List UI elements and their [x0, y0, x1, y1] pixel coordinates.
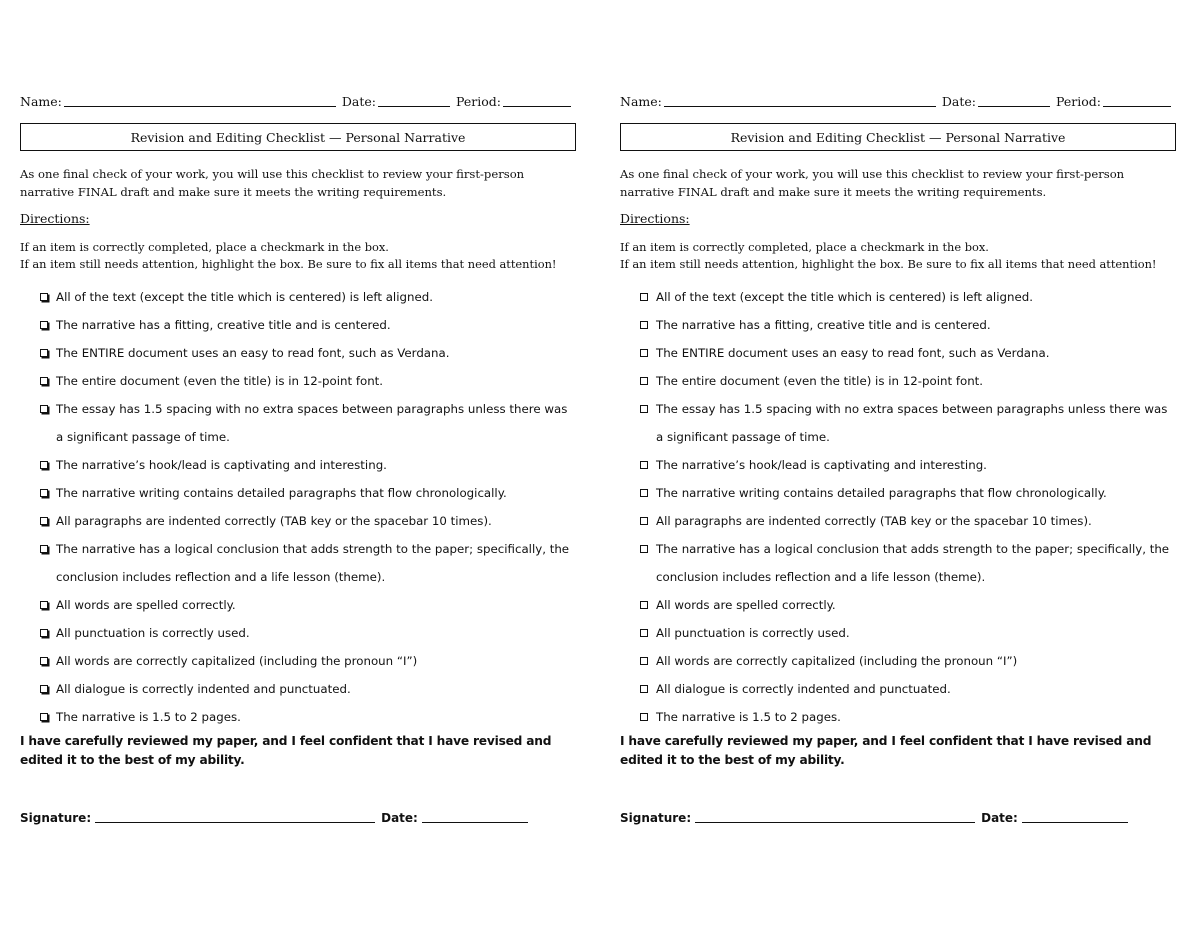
- checklist-item: [20, 535, 576, 591]
- date-label: Date:: [341, 94, 376, 109]
- period-label: Period:: [1055, 94, 1101, 109]
- checklist-item: [620, 647, 1176, 675]
- checkbox[interactable]: [640, 377, 648, 385]
- checkbox[interactable]: [40, 629, 48, 637]
- intro-text: As one final check of your work, you will use this checklist to review your first-person narrative FINAL draft and make sure it meets the writing requirements.: [620, 167, 1125, 199]
- checklist-item: [620, 535, 1176, 591]
- student-info-header: [620, 92, 1172, 109]
- checkbox[interactable]: [640, 713, 648, 721]
- checklist-item-text: The ENTIRE document uses an easy to read font, such as Verdana.: [56, 346, 450, 360]
- pledge-statement: I have carefully reviewed my paper, and I feel confident that I have revised and edited it to the best of my ability.: [20, 734, 552, 767]
- student-info-header: [20, 92, 572, 109]
- directions-line: If an item still needs attention, highlight the box. Be sure to fix all items that need attention!: [20, 257, 557, 271]
- checklist-item-text: The narrative’s hook/lead is captivating and interesting.: [656, 458, 987, 472]
- checklist-item-text: All words are spelled correctly.: [56, 598, 236, 612]
- checklist-item: [620, 451, 1176, 479]
- checklist-item: [620, 675, 1176, 703]
- checkbox[interactable]: [40, 517, 48, 525]
- signature-blank[interactable]: [695, 808, 975, 823]
- checklist-item-text: The narrative has a logical conclusion that adds strength to the paper; specifically, the conclusion includes reflection and a life lesson (theme).: [56, 542, 570, 584]
- checklist-item-text: All words are correctly capitalized (including the pronoun “I”): [56, 654, 418, 668]
- checklist-item-text: All punctuation is correctly used.: [656, 626, 850, 640]
- checkbox[interactable]: [40, 405, 48, 413]
- signature-row: [620, 808, 1176, 825]
- date-blank[interactable]: [978, 92, 1050, 107]
- checkbox[interactable]: [40, 349, 48, 357]
- signature-date-label: Date:: [381, 811, 418, 825]
- checklist-item-text: All paragraphs are indented correctly (TAB key or the spacebar 10 times).: [56, 514, 492, 528]
- signature-blank[interactable]: [95, 808, 375, 823]
- checkbox[interactable]: [640, 405, 648, 413]
- checklist-item: [620, 311, 1176, 339]
- checkbox[interactable]: [640, 321, 648, 329]
- checklist-item-text: The narrative is 1.5 to 2 pages.: [656, 710, 841, 724]
- checklist: [20, 283, 576, 731]
- checklist-item: [620, 507, 1176, 535]
- checkbox[interactable]: [640, 657, 648, 665]
- checklist-item-text: All dialogue is correctly indented and punctuated.: [56, 682, 351, 696]
- checklist-item-text: The entire document (even the title) is in 12-point font.: [656, 374, 984, 388]
- name-label: Name:: [20, 94, 62, 109]
- directions-line: If an item still needs attention, highlight the box. Be sure to fix all items that need attention!: [620, 257, 1157, 271]
- checklist-title: Revision and Editing Checklist — Personal Narrative: [20, 123, 576, 151]
- checklist-item-text: The narrative writing contains detailed paragraphs that flow chronologically.: [56, 486, 507, 500]
- checklist-item: [20, 339, 576, 367]
- checklist-item: [620, 703, 1176, 731]
- checkbox[interactable]: [640, 489, 648, 497]
- checkbox[interactable]: [40, 377, 48, 385]
- directions-line: If an item is correctly completed, place a checkmark in the box.: [20, 240, 389, 254]
- checklist-item-text: The narrative’s hook/lead is captivating and interesting.: [56, 458, 387, 472]
- period-blank[interactable]: [503, 92, 571, 107]
- signature-row: [20, 808, 576, 825]
- date-label: Date:: [941, 94, 976, 109]
- checkbox[interactable]: [640, 545, 648, 553]
- checklist-item-text: The narrative writing contains detailed paragraphs that flow chronologically.: [656, 486, 1107, 500]
- checkbox[interactable]: [640, 629, 648, 637]
- pledge-statement: I have carefully reviewed my paper, and I feel confident that I have revised and edited it to the best of my ability.: [620, 734, 1152, 767]
- checklist-item: [20, 479, 576, 507]
- checklist-item-text: The narrative has a logical conclusion that adds strength to the paper; specifically, the conclusion includes reflection and a life lesson (theme).: [656, 542, 1170, 584]
- checkbox[interactable]: [40, 685, 48, 693]
- checklist-item: [20, 619, 576, 647]
- checklist-item: [620, 591, 1176, 619]
- checklist-title: Revision and Editing Checklist — Personal Narrative: [620, 123, 1176, 151]
- checklist-item-text: The essay has 1.5 spacing with no extra spaces between paragraphs unless there was a significant passage of time.: [56, 402, 568, 444]
- checklist-item: [620, 619, 1176, 647]
- checkbox[interactable]: [640, 293, 648, 301]
- checkbox[interactable]: [40, 461, 48, 469]
- checklist-item-text: All words are correctly capitalized (including the pronoun “I”): [656, 654, 1018, 668]
- signature-label: Signature:: [20, 811, 92, 825]
- checkbox[interactable]: [640, 685, 648, 693]
- signature-date-blank[interactable]: [1022, 808, 1128, 823]
- directions-text: [20, 239, 576, 273]
- directions-line: If an item is correctly completed, place a checkmark in the box.: [620, 240, 989, 254]
- checklist-item-text: The essay has 1.5 spacing with no extra spaces between paragraphs unless there was a significant passage of time.: [656, 402, 1168, 444]
- checklist-item: [20, 675, 576, 703]
- checkbox[interactable]: [640, 517, 648, 525]
- checklist-item: [620, 479, 1176, 507]
- period-blank[interactable]: [1103, 92, 1171, 107]
- checkbox[interactable]: [640, 349, 648, 357]
- checklist-item: [20, 451, 576, 479]
- checklist-item-text: All paragraphs are indented correctly (TAB key or the spacebar 10 times).: [656, 514, 1092, 528]
- intro-text: As one final check of your work, you will use this checklist to review your first-person narrative FINAL draft and make sure it meets the writing requirements.: [20, 167, 525, 199]
- directions-text: [620, 239, 1176, 273]
- checklist-item-text: All of the text (except the title which is centered) is left aligned.: [656, 290, 1033, 304]
- directions-heading: Directions:: [620, 211, 690, 226]
- checklist-item: [20, 647, 576, 675]
- signature-label: Signature:: [620, 811, 692, 825]
- name-blank[interactable]: [64, 92, 336, 107]
- checkbox[interactable]: [40, 293, 48, 301]
- date-blank[interactable]: [378, 92, 450, 107]
- checklist-item-text: The entire document (even the title) is in 12-point font.: [56, 374, 384, 388]
- checkbox[interactable]: [640, 461, 648, 469]
- checklist-item: [20, 591, 576, 619]
- checklist-item-text: The narrative is 1.5 to 2 pages.: [56, 710, 241, 724]
- checkbox[interactable]: [40, 601, 48, 609]
- signature-date-blank[interactable]: [422, 808, 528, 823]
- checklist: [620, 283, 1176, 731]
- checklist-item-text: The ENTIRE document uses an easy to read font, such as Verdana.: [656, 346, 1050, 360]
- checkbox[interactable]: [40, 321, 48, 329]
- checklist-item-text: All of the text (except the title which is centered) is left aligned.: [56, 290, 433, 304]
- checklist-item: [20, 367, 576, 395]
- checklist-item: [620, 339, 1176, 367]
- checklist-item-text: All dialogue is correctly indented and punctuated.: [656, 682, 951, 696]
- signature-date-label: Date:: [981, 811, 1018, 825]
- checklist-item: [20, 507, 576, 535]
- checklist-item: [20, 311, 576, 339]
- checklist-item-text: All punctuation is correctly used.: [56, 626, 250, 640]
- checklist-item: [620, 395, 1176, 451]
- checklist-item: [20, 283, 576, 311]
- checklist-item: [20, 703, 576, 731]
- directions-heading: Directions:: [20, 211, 90, 226]
- checkbox[interactable]: [40, 657, 48, 665]
- checkbox[interactable]: [40, 489, 48, 497]
- period-label: Period:: [455, 94, 501, 109]
- checklist-item-text: The narrative has a fitting, creative title and is centered.: [656, 318, 991, 332]
- checkbox[interactable]: [40, 545, 48, 553]
- checklist-item: [20, 395, 576, 451]
- name-blank[interactable]: [664, 92, 936, 107]
- checklist-item-text: The narrative has a fitting, creative title and is centered.: [56, 318, 391, 332]
- checkbox[interactable]: [40, 713, 48, 721]
- checklist-item: [620, 367, 1176, 395]
- checklist-item-text: All words are spelled correctly.: [656, 598, 836, 612]
- name-label: Name:: [620, 94, 662, 109]
- checklist-item: [620, 283, 1176, 311]
- checkbox[interactable]: [640, 601, 648, 609]
